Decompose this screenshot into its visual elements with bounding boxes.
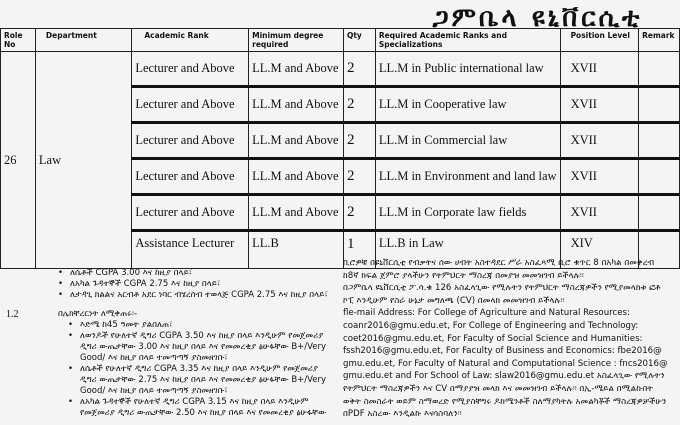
text-line: የትምህርት ማስረጃዎችን እና CV በማያያዝ መላክ እና መመዝገብ ይችላሉ፡፡ በኢ-ሜይል በሚልኩበት <box>343 383 654 394</box>
degree-cell: LL.M and Above <box>249 159 344 195</box>
rank-cell: Lecturer and Above <box>132 195 249 231</box>
header-required-ranks: Required Academic Ranks and Specializations <box>375 29 560 52</box>
rank-cell: Lecturer and Above <box>132 52 249 87</box>
degree-cell: LL.M and Above <box>249 195 344 231</box>
table-header-row <box>1 29 680 52</box>
qty-cell: 2 <box>343 159 375 195</box>
text-line: ወቅት ስመስራት ወይም ስማወረድ የሚያስቸግሩ ዶክሜንቶች ስለማያካትሉ አመልካቾች ማስረጃዎቻችሁን <box>343 396 667 407</box>
application-info-column <box>343 257 680 421</box>
rank-cell: Lecturer and Above <box>132 87 249 123</box>
header-minimum-degree: Minimum degree required <box>249 29 344 52</box>
level-cell: XVII <box>560 123 639 159</box>
degree-cell: LL.B <box>249 231 344 269</box>
list-item: • ለአካል ጉዳተኞች የሁለተኛ ዲግሪ CGPA 3.15 እና ከዚያ በላይ እንዲሁም የመጀመሪያ ዲግሪ ውጤታቸው 2.50 እና ከዚያ በላይ እና የመመረቂያ ፅሁፋቸው <box>80 397 335 419</box>
text-line: ኮፒ እንዲሁም የስራ ሁኔታ መግለጫ (CV) በመላክ መመዝገብ ይችላሉ፡፡ <box>343 295 565 306</box>
rank-cell: Assistance Lecturer <box>132 231 249 269</box>
section-number: 1.2 <box>6 309 19 320</box>
list-item: • እድሜ ከ45 ዓመት ያልበለጠ፣ <box>80 320 335 331</box>
text-line: ቢሮዎቹ በዩኒቨርሲቲ የብቃትና ሰው ሀብት አስተዳደር ሥራ አስፈጻሚ ቢሮ ቁጥር 8 በአካል በመቅረብ <box>343 258 655 268</box>
text-line: fle-mail Address: For College of Agriculture and Natural Resources: <box>343 308 630 319</box>
qty-cell: 1 <box>343 231 375 269</box>
qty-cell: 2 <box>343 123 375 159</box>
university-name: ጋምቤላ ዩኒቨርሲቲ <box>432 3 643 33</box>
list-item: • ለታዳጊ ክልልና አርብቶ አደር ነባር ብሄረሰብ ተወላጅ CGPA 2.75 እና ከዚያ በላይ፣ <box>70 290 335 301</box>
header-academic-rank: Academic Rank <box>132 29 249 52</box>
section-title: በሌክቸረርነት ለሚቀጠሩ፡- <box>58 309 138 319</box>
header-qty: Qty <box>343 29 375 52</box>
text-line: coanr2016@gmu.edu.et, For College of Engineering and Technology: <box>343 320 639 331</box>
header-position-level: Position Level <box>560 29 639 52</box>
degree-cell: LL.M and Above <box>249 52 344 87</box>
remark-cell <box>639 195 680 231</box>
specialization-cell: LL.M in Environment and land law <box>375 159 560 195</box>
header-role-no: Role No <box>1 29 36 52</box>
qty-cell: 2 <box>343 195 375 231</box>
remark-cell <box>639 87 680 123</box>
specialization-cell: LL.M in Corporate law fields <box>375 195 560 231</box>
department-name: Law <box>35 52 131 269</box>
rank-cell: Lecturer and Above <box>132 123 249 159</box>
role-number: 26 <box>1 52 36 269</box>
list-item: • ለወንዶች የሁለተኛ ዲግሪ CGPA 3.50 እና ከዚያ በላይ እንዲሁም የመጀመሪያ ዲግሪ ውጤታቸው 3.00 እና ከዚያ በላይ እና የመመረቂያ ፅሁፋቸው B+/Very Good/ እና ከዚያ በላይ ተመጣጣኝ ያስመዘገቡ፣ <box>80 331 335 364</box>
level-cell: XIV <box>560 231 639 269</box>
remark-cell <box>639 52 680 87</box>
specialization-cell: LL.B in Law <box>375 231 560 269</box>
specialization-cell: LL.M in Cooperative law <box>375 87 560 123</box>
level-cell: XVII <box>560 195 639 231</box>
remark-cell <box>639 159 680 195</box>
text-line: gmu.edu.et, For Faculty of Natural and Computational Science : fncs2016@ <box>343 358 668 369</box>
vacancy-table <box>0 28 680 269</box>
text-line: ከ8ኛ ክፍል ጀምሮ ያላችሁን የትምህርት ማስረጃ በመያዝ መመዝገብ ይችላሉ፡፡ <box>343 270 584 281</box>
specialization-cell: LL.M in Commercial law <box>375 123 560 159</box>
text-line: በጋምቤላ ዩኒቨርሲቲ ፖ.ሳ.ቁ 126 አስፈላጊው የሚሉትን የትምህርት ማስረጃዎችን የሚያመላክቱ ፎቶ <box>343 283 661 294</box>
requirements-column <box>0 268 335 419</box>
qty-cell: 2 <box>343 52 375 87</box>
section-bullet-list <box>0 320 335 419</box>
top-bullet-list <box>0 268 335 301</box>
text-line: coet2016@gmu.edu.et, For Faculty of Social Science and Humanities: <box>343 333 643 344</box>
remark-cell <box>639 123 680 159</box>
level-cell: XVII <box>560 52 639 87</box>
text-line: በPDF አስረው እንዲልኩ እናሳስባለን፡፡ <box>343 409 462 420</box>
degree-cell: LL.M and Above <box>249 123 344 159</box>
list-item: • ለሴቶች የሁለተኛ ዲግሪ CGPA 3.35 እና ከዚያ በላይ እንዲሁም የመጀመሪያ ዲግሪ ውጤታቸው 2.75 እና ከዚያ በላይ እና የመመረቂያ ፅሁፋቸው B+/Very Good/ እና ከዚያ በላይ ተመጣጣኝ ያስመዘገቡ፣ <box>80 364 335 397</box>
specialization-cell: LL.M in Public international law <box>375 52 560 87</box>
qty-cell: 2 <box>343 87 375 123</box>
rank-cell: Lecturer and Above <box>132 159 249 195</box>
text-line: fssh2016@gmu.edu.et, For Faculty of Business and Economics: fbe2016@ <box>343 346 662 357</box>
header-department: Department <box>35 29 131 52</box>
header-remark: Remark <box>639 29 680 52</box>
list-item: • ለሴቶች CGPA 3.00 እና ከዚያ በላይ፣ <box>70 268 335 279</box>
list-item: • ለአካል ጉዳተኞች CGPA 2.75 እና ከዚያ በላይ፣ <box>70 279 335 290</box>
level-cell: XVII <box>560 87 639 123</box>
level-cell: XVII <box>560 159 639 195</box>
table-row <box>1 52 680 87</box>
section-heading <box>0 309 335 320</box>
text-line: gmu.edu.et and For School of Law: slaw2016@gmu.edu.et አስፈላጊው የሚሉትን <box>343 371 665 382</box>
degree-cell: LL.M and Above <box>249 87 344 123</box>
